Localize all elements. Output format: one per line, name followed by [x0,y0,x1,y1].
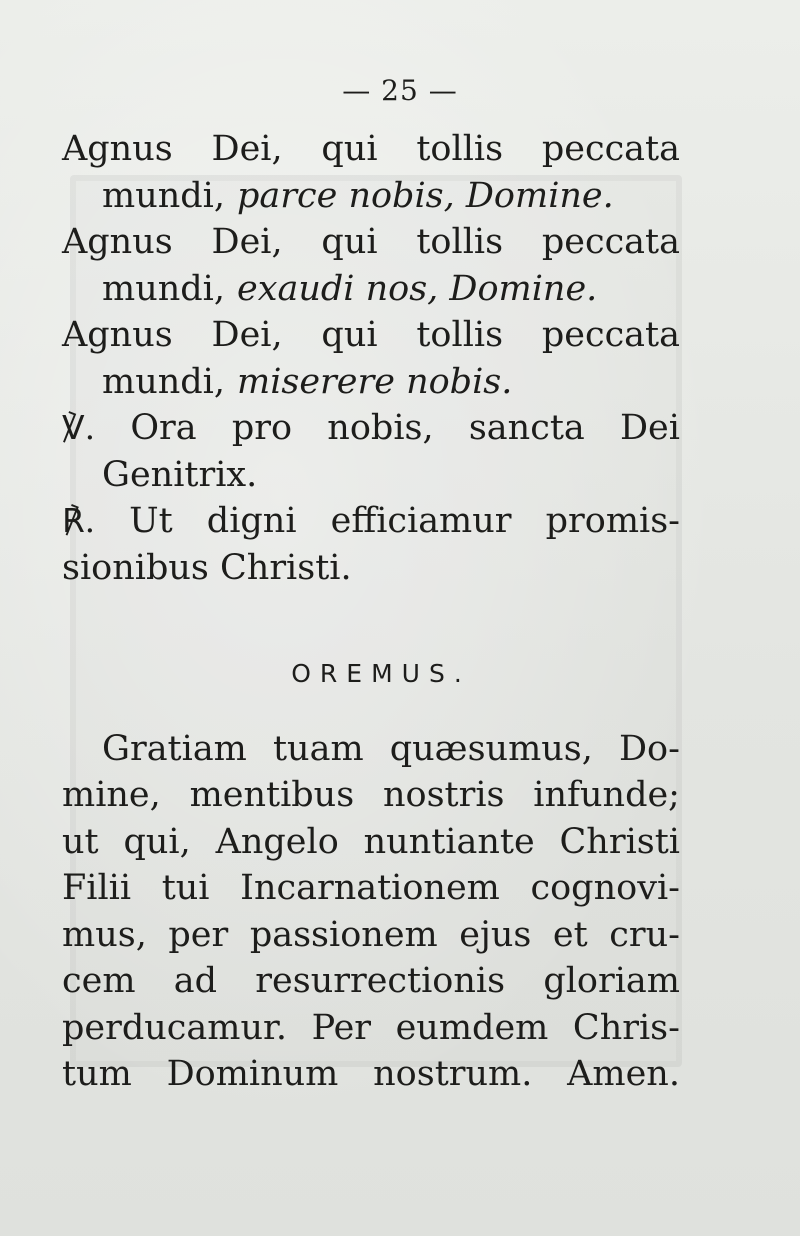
word: Do- [619,728,680,769]
word: tollis [416,315,504,355]
word: peccata [541,129,680,169]
word: qui, [123,821,191,862]
versicle-line-2 [62,452,680,499]
word: Chris- [572,1007,680,1048]
word: per [168,914,229,955]
litany-line-6 [62,359,680,406]
word: mundi, [102,268,225,309]
word: ut [62,821,99,862]
word: Ut [129,501,173,541]
litany-line-5 [62,312,680,359]
word: Dominum [166,1054,339,1094]
italic-invocation: miserere nobis. [237,361,513,402]
word: Agnus [62,315,173,355]
word: mine, [62,775,161,815]
word: mentibus [189,775,355,815]
word: Per [311,1007,372,1048]
word: Christi [559,821,680,862]
word: infunde; [533,775,680,815]
word: Dei, [211,129,283,169]
word: mundi, [102,361,225,402]
word: nobis, [327,408,434,448]
word: passionem [249,914,438,955]
prayer-line-2 [62,772,680,819]
spacer [62,591,680,651]
prayer-line-4 [62,865,680,912]
word: qui [321,129,378,169]
word: promis- [545,501,680,541]
word: Genitrix. [102,454,258,495]
response-symbol: ℟. [62,501,96,540]
prayer-line-8 [62,1051,680,1098]
versicle-symbol: ℣. [62,408,96,447]
word: Amen. [567,1054,680,1094]
word: sancta [468,408,585,448]
prayer-line-3 [62,819,680,866]
word: Agnus [62,222,173,262]
word: Dei [619,408,680,448]
word: cru- [609,914,680,955]
page-number: — 25 — [342,74,458,107]
word: digni [206,501,297,541]
word: et [552,914,588,955]
word: Dei, [211,315,283,355]
word: cem [62,961,136,1001]
word: cognovi- [530,868,680,908]
litany-line-1 [62,126,680,173]
litany-line-2 [62,173,680,220]
spacer [62,698,680,726]
word: Ora [130,408,197,448]
word: quæsumus, [389,728,593,769]
italic-invocation: exaudi nos, Domine. [237,268,598,309]
word: Incarnationem [240,868,500,908]
word: eumdem [395,1007,549,1048]
word: nostrum. [373,1054,533,1094]
word: Angelo [215,821,339,862]
word: peccata [541,222,680,262]
oremus-heading: OREMUS. [291,659,471,688]
word: nostris [382,775,505,815]
word: pro [231,408,293,448]
word: Filii [62,868,132,908]
word: sionibus Christi. [62,547,352,588]
prayer-line-5 [62,912,680,959]
word: Gratiam [102,728,247,769]
word: ejus [459,914,532,955]
prayer-line-1 [62,726,680,773]
word: mus, [62,914,147,955]
word: tollis [416,129,504,169]
word: ad [173,961,218,1001]
litany-line-3 [62,219,680,266]
versicle-line-1 [62,405,680,452]
word: mundi, [102,175,225,216]
litany-line-4 [62,266,680,313]
word: efficiamur [330,501,512,541]
word: qui [321,222,378,262]
word: tuam [272,728,364,769]
word: qui [321,315,378,355]
prayer-line-6 [62,958,680,1005]
word: peccata [541,315,680,355]
word: tum [62,1054,132,1094]
word: Agnus [62,129,173,169]
prayer-line-7 [62,1005,680,1052]
text-block [62,126,680,1098]
italic-invocation: parce nobis, Domine. [237,175,614,216]
word: nuntiante [363,821,535,862]
word: perducamur. [62,1007,288,1048]
response-line-2 [62,545,680,592]
word: Dei, [211,222,283,262]
response-line-1 [62,498,680,545]
word: tollis [416,222,504,262]
word: gloriam [543,961,680,1001]
word: resurrectionis [255,961,506,1001]
word: tui [161,868,210,908]
